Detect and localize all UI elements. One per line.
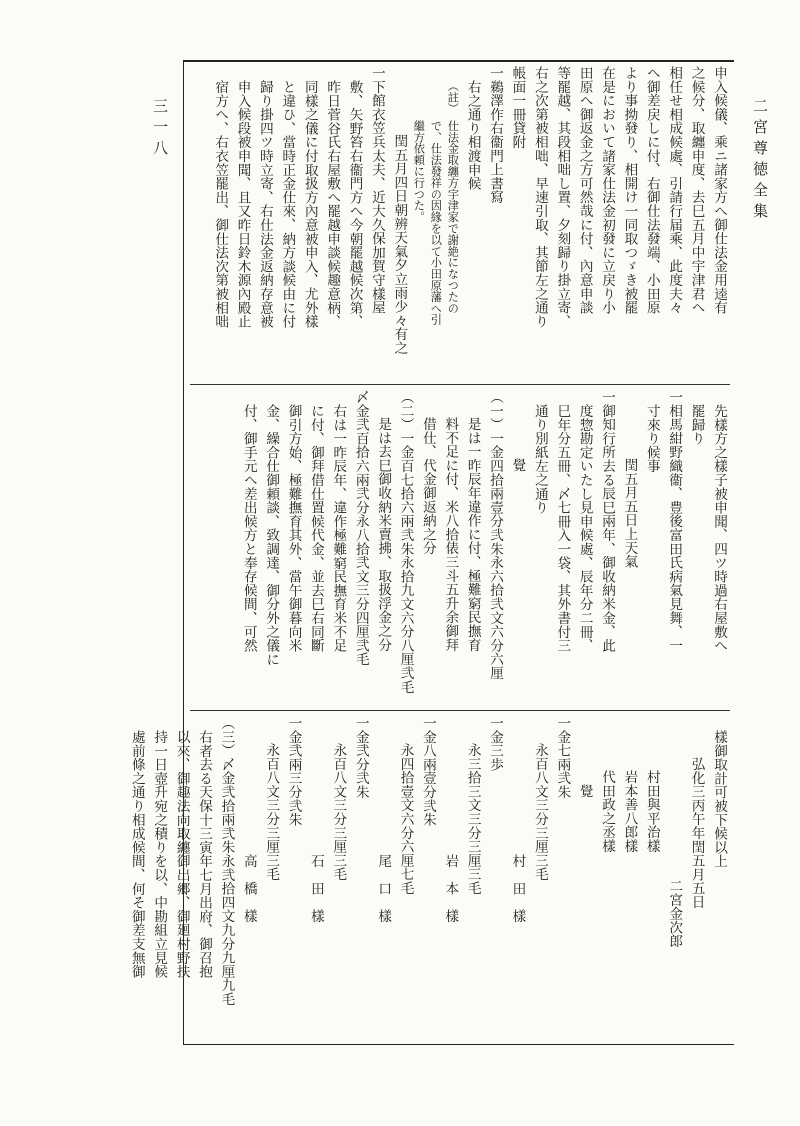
tier-separator: [190, 384, 730, 385]
text-line: 帳面一冊貸附: [509, 66, 526, 149]
text-line: 以來、御趣法向取纏御出郷、御廻村野扶: [173, 729, 190, 978]
text-line: （一）一金四拾兩壹分弐朱永六拾弐文六分六厘: [487, 390, 504, 680]
text-line: 一金弐兩三分弐朱: [285, 716, 302, 827]
text-line: 一金七兩弐朱: [554, 716, 571, 799]
text-line: 御引方始、極難撫育其外、當午御暮向米: [285, 403, 302, 652]
text-line: 永三拾三文三分三厘三毛: [464, 743, 481, 895]
text-line: 等罷越、其段相咄し置、夕刻歸り掛立寄、: [554, 66, 571, 329]
text-line: （三）〆金弐拾兩弐朱永弐拾四文九分九厘九毛: [218, 716, 235, 1006]
text-line: 借仕、代金御返納之分: [419, 417, 436, 556]
text-line: 一金八兩壹分弐朱: [419, 716, 436, 827]
text-tier-upper: [190, 66, 730, 380]
text-line: 一金弐分弐朱: [352, 716, 369, 799]
text-line: 右は一昨辰年、違作極難窮民撫育米不足: [330, 403, 347, 652]
text-line: 一御知行所去る辰巳兩年、御收納米金、此: [599, 390, 616, 653]
text-tier-lower: [128, 716, 730, 1036]
text-line: （二）一金百七拾六兩弐朱永拾九文六分八厘弐毛: [397, 390, 414, 694]
text-line: 昨日菅谷氏右屋敷へ罷越申談候趣意柄、: [324, 79, 341, 328]
running-head-title: 二宮尊徳全集: [751, 98, 769, 224]
text-line: 覺: [576, 784, 593, 798]
text-line: 料不足に付、米八拾俵三斗五升余御拜: [442, 417, 459, 652]
text-line: 一下館衣笠兵太夫、近大久保加賀守樣屋: [368, 66, 385, 315]
text-line: へ御差戻しに付、右御仕法發端、小田原: [643, 66, 660, 315]
text-line: 永四拾壹文六分六厘七毛: [397, 743, 414, 895]
text-line: 敷、矢野笞右衞門方へ今朝罷越候次第、: [346, 79, 363, 328]
text-line: 在是において諸家仕法金初發に立戻り小: [599, 66, 616, 315]
text-line: 歸り掛四ツ時立寄、右仕法金返納存意被: [256, 79, 273, 328]
text-line: 右者去る天保十三寅年七月出府、御召抱: [196, 729, 213, 978]
text-line: 永百八文三分三厘三毛: [263, 743, 280, 882]
top-rule: [183, 60, 734, 62]
text-line: 尾 口 樣: [375, 716, 392, 923]
text-line: 同樣之儀に付取扱方內意被申入、尤外樣: [301, 79, 318, 328]
text-line: で、仕法發祥の因緣を以て小田原藩へ引: [429, 120, 443, 326]
text-line: 處前條之通り相成候間、何そ御差支無御: [128, 729, 145, 978]
text-line: （註） 仕法金取纏方宇津家で謝絶になつたの: [446, 79, 460, 314]
text-line: 申入候段被申聞、且又昨日鈴木源內殿止: [234, 79, 251, 328]
text-line: 閏五月四日朝辨天氣夕立雨少々有之: [391, 134, 408, 355]
text-line: 罷歸り: [688, 403, 705, 445]
text-line: 巳年分五冊、〆七冊入一袋、其外書付三: [554, 403, 571, 652]
text-line: と違ひ、當時正金仕來、納方談候由に付: [279, 79, 296, 328]
bottom-rule: [183, 1044, 734, 1045]
text-line: 付、御手元へ差出候方と奉存候間、可然: [240, 403, 257, 652]
text-line: 村田與平治樣: [643, 770, 660, 854]
text-line: 永百八文三分三厘三毛: [531, 743, 548, 882]
text-line: 一金三歩: [487, 716, 504, 772]
text-line: 相任せ相成候處、引請行届乘、此度夫々: [666, 66, 683, 315]
text-line: 〆金弐百拾六兩弐分永八拾弐文三分四厘弐毛: [352, 390, 369, 666]
text-line: 是は去巳御收納米賣拂、取扱浮金之分: [375, 417, 392, 652]
text-line: 高 橋 樣: [240, 716, 257, 923]
text-line: 岩本善八郎樣: [621, 770, 638, 854]
text-line: 樣御取計可被下候以上: [711, 729, 727, 868]
text-line: 弘化三丙午年閏五月五日: [688, 756, 705, 909]
text-line: 通り別紙左之通り: [531, 403, 548, 514]
text-line: 一相馬紺野織衞、豊後富田氏病氣見舞、一: [666, 390, 683, 653]
text-line: 覺: [509, 458, 526, 472]
text-line: 繼方依頼に行つた。: [412, 120, 426, 223]
text-line: 右之次第被相咄、早速引取、其節左之通り: [531, 66, 548, 329]
text-line: 金、繰合仕御頼談、致調達、御分外之儀に: [263, 403, 280, 666]
text-line: 宿方へ、右衣笠罷出、御仕法次第被相咄: [212, 79, 229, 328]
text-line: 永百八文三分三厘三毛: [330, 743, 347, 882]
text-line: 一鵜澤作右衞門上書寫: [487, 66, 504, 204]
text-line: 岩 本 樣: [442, 716, 459, 923]
text-line: 持一日壺升宛之積りを以、中勘組立見候: [151, 729, 168, 978]
page-number: 三一八: [151, 98, 169, 161]
text-line: 寸來り候事: [643, 403, 660, 473]
text-line: 之候分、取纏申度、去巳五月中宇津君へ: [688, 66, 705, 315]
text-line: 田原へ御返金之方可然哉に付、內意申談: [576, 66, 593, 315]
text-line: 先樣方之樣子被申聞、四ツ時過右屋敷へ: [711, 403, 727, 652]
text-line: 石 田 樣: [307, 716, 324, 923]
text-line: 閏五月五日上天氣: [621, 458, 638, 569]
text-line: 是は一昨辰年違作に付、極難窮民撫育: [464, 417, 481, 652]
text-line: 右之通り相渡申候: [464, 79, 481, 190]
text-line: 申入候儀、乘ニ諸家方へ御仕法金用逵有: [711, 66, 727, 315]
text-line: 度惣勘定いたし見申候處、辰年分二冊、: [576, 403, 593, 652]
text-line: より事拗發り、相開け一同取つゞき被罷: [621, 66, 638, 315]
text-tier-middle: [190, 390, 730, 705]
text-line: 村 田 樣: [509, 716, 526, 923]
tier-separator: [190, 710, 730, 711]
text-line: 代田政之丞樣: [599, 770, 616, 854]
text-line: 二宮金次郎: [666, 879, 683, 949]
text-line: に付、御拜借仕置候代金、並去巳右同斷: [307, 403, 324, 652]
